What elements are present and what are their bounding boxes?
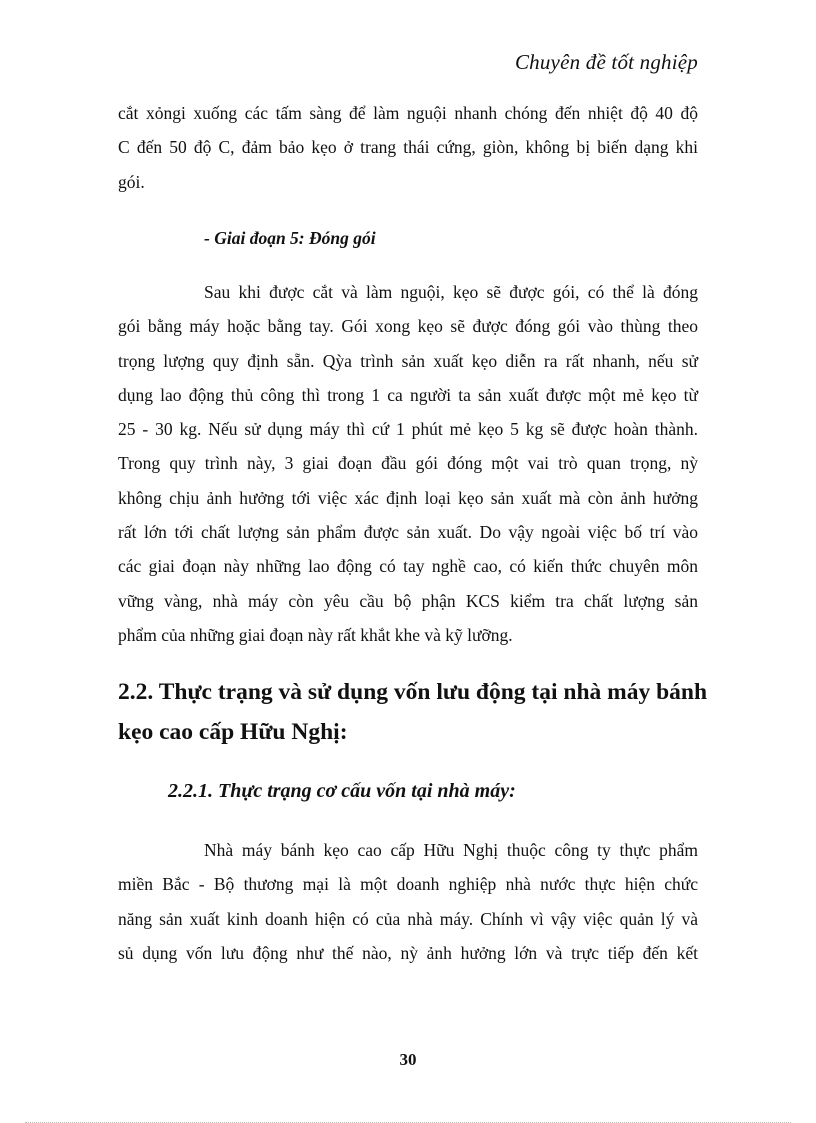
paragraph-line: C đến 50 độ C, đảm bảo kẹo ở trang thái cứng, giòn, không bị biến dạng khi xyxy=(118,137,698,158)
paragraph-line: trọng lượng quy định sẵn. Qỳa trình sản xuất kẹo diễn ra rất nhanh, nếu sử xyxy=(118,350,698,371)
section-heading xyxy=(118,672,708,752)
paragraph-line: Trong quy trình này, 3 giai đoạn đầu gói đóng một vai trò quan trọng, nỳ xyxy=(118,453,698,474)
section-heading-line: kẹo cao cấp Hữu Nghị: xyxy=(118,719,348,745)
paragraph-line: dụng lao động thủ công thì trong 1 ca người ta sản xuất được một mẻ kẹo từ xyxy=(118,384,698,405)
paragraph-line: Nhà máy bánh kẹo cao cấp Hữu Nghị thuộc công ty thực phẩm xyxy=(204,840,698,860)
paragraph-line: sủ dụng vốn lưu động như thế nào, nỳ ảnh hưởng lớn và trực tiếp đến kết xyxy=(118,942,698,963)
paragraph-line: năng sản xuất kinh doanh hiện có của nhà máy. Chính vì vậy việc quản lý và xyxy=(118,908,698,929)
paragraph-line: rất lớn tới chất lượng sản phẩm được sản xuất. Do vậy ngoài việc bố trí vào xyxy=(118,522,698,543)
section-heading-line: 2.2. Thực trạng và sử dụng vốn lưu động tại nhà máy bánh xyxy=(118,679,708,705)
paragraph-line: miền Bắc - Bộ thương mại là một doanh nghiệp nhà nước thực hiện chức xyxy=(118,874,698,895)
paragraph-line: 25 - 30 kg. Nếu sử dụng máy thì cứ 1 phút mẻ kẹo 5 kg sẽ được hoàn thành. xyxy=(118,419,698,440)
paragraph-line: cắt xỏngi xuống các tấm sàng để làm nguội nhanh chóng đến nhiệt độ 40 độ xyxy=(118,103,698,123)
paragraph-line: gói. xyxy=(118,171,145,192)
paragraph-line: vững vàng, nhà máy còn yêu cầu bộ phận KCS kiểm tra chất lượng sản xyxy=(118,590,698,611)
running-header: Chuyên đề tốt nghiệp xyxy=(514,50,698,74)
paragraph-line: Sau khi được cắt và làm nguội, kẹo sẽ được gói, có thể là đóng xyxy=(204,282,698,302)
paragraph-capital-structure xyxy=(118,833,698,970)
page-number: 30 xyxy=(399,1050,417,1069)
stage-5-heading: - Giai đoạn 5: Đóng gói xyxy=(204,228,376,248)
paragraph-line: phẩm của những giai đoạn này rất khắt khe và kỹ lưỡng. xyxy=(118,624,513,645)
subsection-heading: 2.2.1. Thực trạng cơ cấu vốn tại nhà máy: xyxy=(168,780,516,802)
paragraph-packaging xyxy=(118,275,698,652)
paragraph-cooling xyxy=(118,96,698,199)
paragraph-line: không chịu ảnh hưởng tới việc xác định loại kẹo sản xuất mà còn ảnh hưởng xyxy=(118,487,698,508)
paragraph-line: các giai đoạn này những lao động có tay nghề cao, có kiến thức chuyên môn xyxy=(118,556,698,577)
paragraph-line: gói bằng máy hoặc bằng tay. Gói xong kẹo sẽ được đóng gói vào thùng theo xyxy=(118,316,698,337)
